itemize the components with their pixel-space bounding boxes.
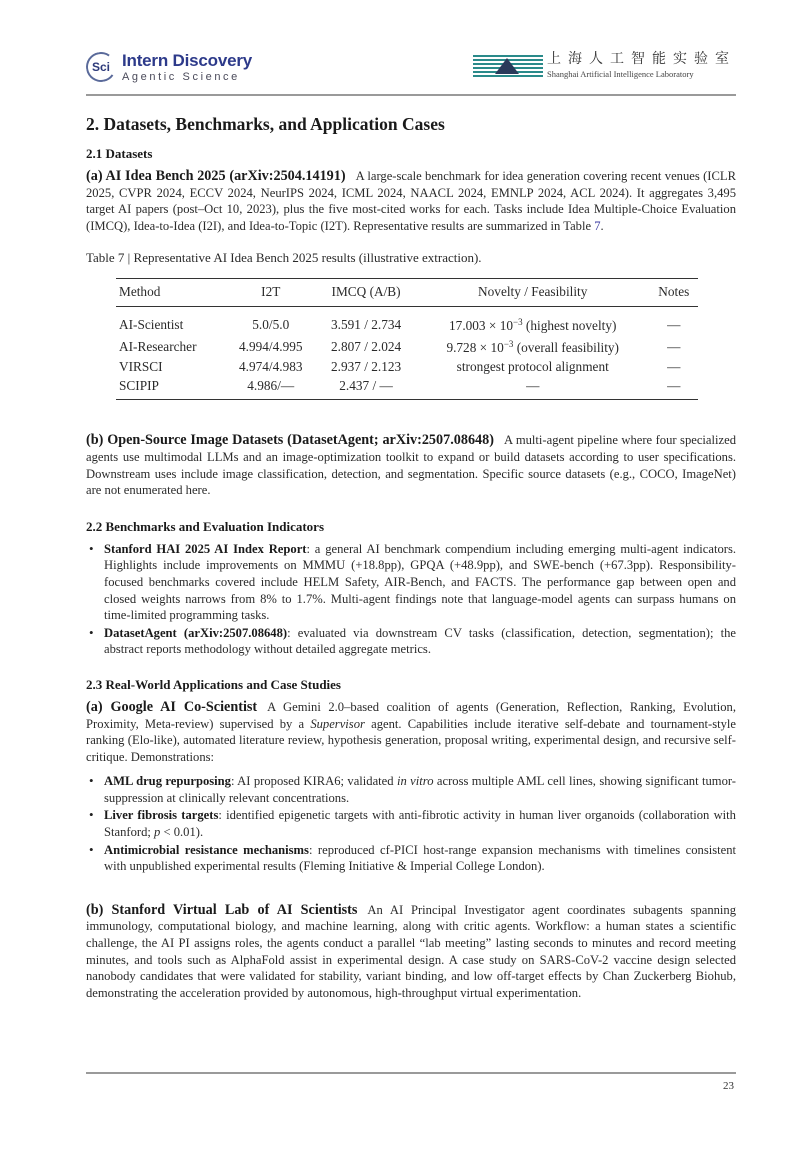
- demonstrations-list: [88, 773, 736, 875]
- cell-notes: —: [667, 378, 681, 394]
- header-divider: [86, 94, 736, 96]
- cell-imcq: 2.437 / —: [339, 378, 393, 394]
- table-header-row: [116, 279, 698, 307]
- logo-subtitle: Agentic Science: [122, 70, 240, 83]
- table-row: [116, 307, 698, 336]
- results-table: [116, 278, 698, 400]
- lab-emblem-icon: [473, 54, 543, 76]
- cell-i2t: 4.986/—: [247, 378, 295, 394]
- sci-logo-icon: Sci: [84, 50, 119, 85]
- table-row: [116, 357, 698, 376]
- logo-title: Intern Discovery: [122, 50, 253, 70]
- benchmarks-list: [88, 541, 736, 658]
- cell-novelty: strongest protocol alignment: [456, 359, 609, 375]
- column-header: Novelty / Feasibility: [478, 284, 588, 300]
- paragraph-lead: (a) Google AI Co-Scientist: [86, 698, 258, 715]
- paragraph-lead: (a) AI Idea Bench 2025 (arXiv:2504.14191): [86, 168, 346, 184]
- lab-name-chinese: 上海人工智能实验室: [547, 51, 736, 67]
- paragraph-open-source-datasets: (b) Open-Source Image Datasets (DatasetAgent; arXiv:2507.08648) A multi-agent pipeline where four specialized agents use multimodal LLMs and an image-optimization toolkit to expand or build datasets according to user specifications. Downstream uses include image classification, detection, and segmentation. Specific source datasets (e.g., COCO, ImageNet) are not enumerated here.: [86, 432, 736, 498]
- cell-notes: —: [667, 359, 681, 375]
- table-row: [116, 376, 698, 400]
- table-caption: Table 7 | Representative AI Idea Bench 2025 results (illustrative extraction).: [86, 250, 482, 266]
- cell-i2t: 4.994/4.995: [238, 338, 303, 354]
- paragraph-stanford-virtual-lab: (b) Stanford Virtual Lab of AI Scientists An AI Principal Investigator agent coordinates subagents spanning immunology, computational biology, and machine learning, along with critic agents. Workflow: a human states a scientific challenge, the AI PI assigns roles, the agents conduct a parallel “lab meeting” lasting seconds to minutes and record meeting minutes, and tools such as AlphaFold assist in experimental design. A case study on SARS-CoV-2 vaccine design selected nanobody candidates that were validated for stability, variant binding, and low off-target effects by Chan Zuckerberg Biohub, demonstrating the acceleration provided by autonomous, high-throughput virtual experimentation.: [86, 901, 737, 1000]
- footer-divider: [86, 1072, 736, 1074]
- subsection-title-benchmarks: 2.2 Benchmarks and Evaluation Indicators: [86, 518, 325, 534]
- cell-imcq: 3.591 / 2.734: [330, 316, 402, 332]
- section-title: 2. Datasets, Benchmarks, and Application Cases: [86, 114, 445, 134]
- cell-novelty: —: [526, 378, 540, 394]
- column-header: I2T: [261, 284, 281, 300]
- list-item: • AML drug repurposing: AI proposed KIRA6; validated in vitro across multiple AML cell lines, showing significant tumor-suppression at clinically relevant concentrations.: [88, 773, 736, 806]
- paragraph-lead: (b) Stanford Virtual Lab of AI Scientists: [86, 901, 358, 918]
- cell-method: VIRSCI: [119, 359, 163, 375]
- page-header: [86, 46, 736, 88]
- list-item: • Liver fibrosis targets: identified epigenetic targets with anti-fibrotic activity in human liver organoids (collaboration with Stanford; p < 0.01).: [88, 807, 736, 840]
- paragraph-ai-idea-bench: (a) AI Idea Bench 2025 (arXiv:2504.14191) A large-scale benchmark for idea generation covering recent venues (ICLR 2025, CVPR 2024, ECCV 2024, NeurIPS 2024, ICML 2024, NAACL 2024, EMNLP 2024, ACL 2024). It aggregates 3,495 target AI papers (post–Oct 10, 2023), plus the five most-cited works for each. Tasks include Idea Multiple-Choice Evaluation (IMCQ), Idea-to-Idea (I2I), and Idea-to-Topic (I2T). Representative results are summarized in Table 7.: [86, 168, 736, 233]
- list-item: • Antimicrobial resistance mechanisms: reproduced cf-PICI host-range expansion mechanisms with timelines consistent with unpublished experimental results (Fleming Initiative & Imperial College London).: [88, 842, 736, 875]
- lab-name-english: Shanghai Artificial Intelligence Laboratory: [547, 69, 694, 79]
- paragraph-lead: (b) Open-Source Image Datasets (DatasetAgent; arXiv:2507.08648): [86, 432, 494, 449]
- column-header: IMCQ (A/B): [331, 284, 401, 300]
- cell-method: AI-Scientist: [119, 316, 184, 332]
- list-item: • DatasetAgent (arXiv:2507.08648): evaluated via downstream CV tasks (classification, detection, segmentation); the abstract reports methodology without detailed aggregate metrics.: [88, 625, 736, 658]
- cell-novelty: $17.003 \times 10^{-3}$ (highest novelty): [449, 317, 617, 334]
- shanghai-ai-lab-logo: [473, 52, 736, 79]
- subsection-title-datasets: 2.1 Datasets: [86, 146, 153, 161]
- page-content: [86, 114, 736, 1001]
- page-number: 23: [723, 1080, 734, 1092]
- paragraph-google-co-scientist: (a) Google AI Co-Scientist A Gemini 2.0–based coalition of agents (Generation, Reflection, Ranking, Evolution, Proximity, Meta-review) supervised by a Supervisor agent. Capabilities include iterative self-debate and tournament-style ranking (Elo-like), automated literature review, hypothesis generation, proposal writing, experimental design, and recursive self-critique. Demonstrations:: [86, 698, 737, 764]
- table-row: [116, 335, 698, 357]
- cell-method: AI-Researcher: [119, 338, 197, 354]
- column-header: Notes: [658, 284, 690, 300]
- cell-notes: —: [667, 316, 681, 332]
- cell-imcq: 2.937 / 2.123: [330, 359, 402, 375]
- subsection-title-applications: 2.3 Real-World Applications and Case Studies: [86, 676, 341, 692]
- cell-imcq: 2.807 / 2.024: [330, 338, 402, 354]
- cell-notes: —: [667, 338, 681, 354]
- intern-discovery-logo: [86, 46, 252, 88]
- cell-i2t: 5.0/5.0: [252, 316, 290, 332]
- list-item: • Stanford HAI 2025 AI Index Report: a general AI benchmark compendium including emerging multi-agent indicators. Highlights include improvements on MMMU (+18.8pp), GPQA (+48.9pp), and SWE-bench (+67.3pp). Responsibility-focused benchmarks covered include HELM Safety, AIR-Bench, and FACTS. The performance gap between open and closed weights narrows from 8% to 1.7%. Multi-agent findings note that language-model agents can surpass humans on time-limited programming tasks.: [88, 541, 736, 624]
- cell-i2t: 4.974/4.983: [238, 359, 303, 375]
- cell-novelty: $9.728 \times 10^{-3}$ (overall feasibility): [446, 339, 619, 356]
- column-header: Method: [119, 284, 161, 300]
- table-reference-link[interactable]: 7: [594, 218, 601, 233]
- cell-method: SCIPIP: [119, 378, 159, 394]
